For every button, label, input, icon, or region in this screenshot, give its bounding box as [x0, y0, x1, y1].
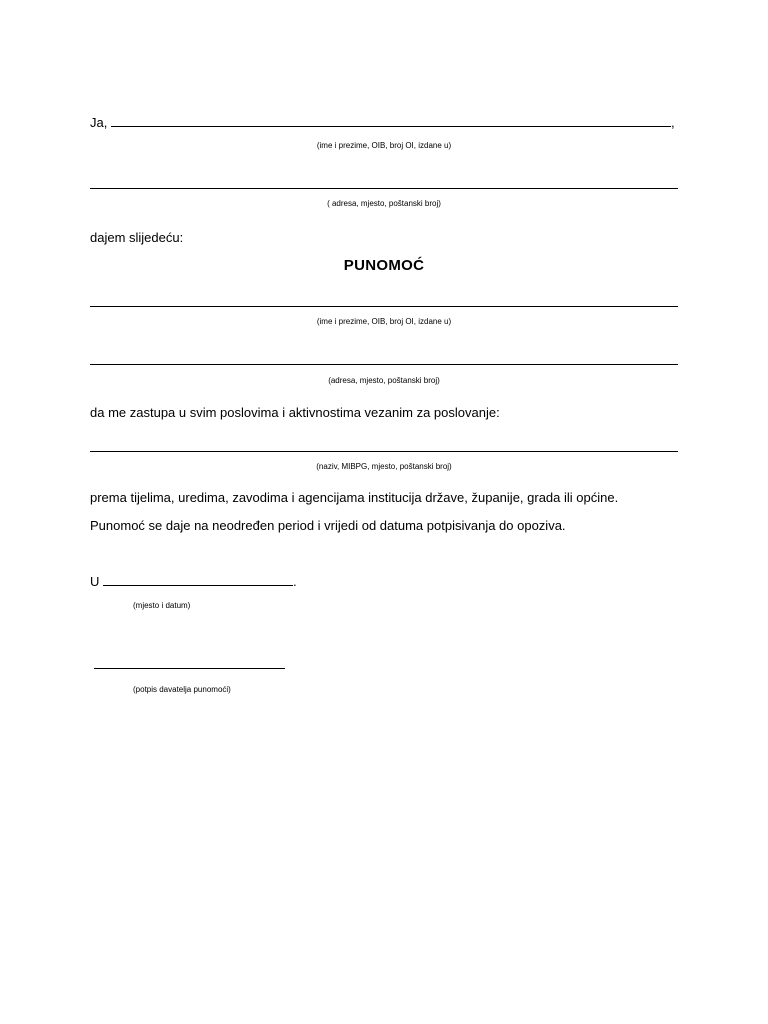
paragraph-institutions: prema tijelima, uredima, zavodima i agencijama institucija države, županije, grada ili općine.: [90, 490, 619, 505]
business-caption: (naziv, MIBPG, mjesto, poštanski broj): [316, 462, 452, 471]
attorney-caption-1: (ime i prezime, OIB, broj OI, izdane u): [316, 317, 452, 326]
paragraph-validity: Punomoć se daje na neodređen period i vrijedi od datuma potpisivanja do opoziva.: [90, 518, 566, 533]
place-date-field[interactable]: [103, 573, 293, 586]
grantor-address-field[interactable]: [90, 188, 678, 189]
signature-caption: (potpis davatelja punomoći): [133, 685, 231, 694]
signature-field[interactable]: [94, 668, 285, 669]
place-date-prefix: U: [90, 574, 100, 589]
attorney-caption-2: (adresa, mjesto, poštanski broj): [328, 376, 440, 385]
grantor-name-field[interactable]: [111, 114, 671, 127]
grantor-prefix: Ja,: [90, 115, 108, 130]
place-date-line: [90, 573, 297, 589]
grantor-line-end: ,: [670, 115, 675, 130]
attorney-address-field[interactable]: [90, 364, 678, 365]
place-date-suffix: .: [293, 574, 297, 589]
grantor-caption-1: (ime i prezime, OIB, broj OI, izdane u): [316, 141, 452, 150]
place-date-caption: (mjesto i datum): [133, 601, 191, 610]
scope-text: da me zastupa u svim poslovima i aktivnostima vezanim za poslovanje:: [90, 405, 500, 420]
grantor-line: [90, 114, 675, 130]
intro-text: dajem slijedeću:: [90, 230, 184, 245]
attorney-name-field[interactable]: [90, 306, 678, 307]
business-field[interactable]: [90, 451, 678, 452]
grantor-caption-2: ( adresa, mjesto, poštanski broj): [327, 199, 441, 208]
document-title: PUNOMOĆ: [343, 257, 425, 274]
